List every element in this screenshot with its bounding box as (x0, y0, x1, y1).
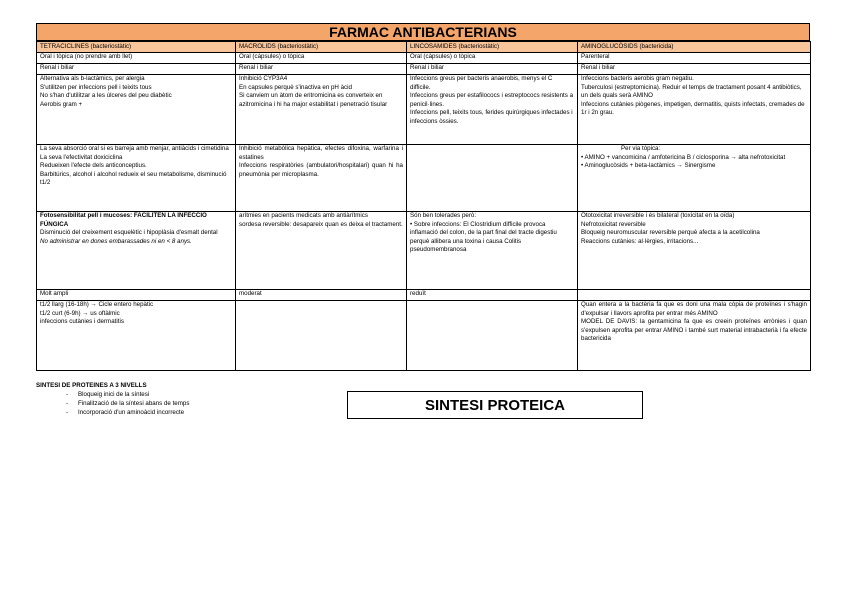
column-header: AMINOGLUCÒSIDS (bactericida) (578, 42, 811, 53)
cell-line: Infeccions greus per estafilococs i estreptococs resistents a penicil·lines. (410, 92, 574, 108)
cell-line: • AMINO + vancomicina / amfotericina B / ciclosporina → alta nefrotoxicitat (581, 153, 786, 161)
cell-line: reduït (410, 290, 426, 297)
cell-line: MODEL DE DAVIS: la gentamicina fa que es creein proteïnes errònies i quan s'expulsen aprofita per entrar AMINO i també surt material intrabacterià i fa efecte bactericida (581, 318, 807, 343)
cell-line: Ototoxicitat irreversible i és bilateral (toxicitat en la oïda) (581, 212, 735, 219)
cell-line: Renal i biliar (40, 64, 75, 71)
cell-line: Inhibició metabòlica hepàtica, efectes difoxina, warfarina i estatines (239, 145, 403, 161)
table-cell (236, 75, 407, 145)
cell-line: Disminució del creixement esquelètic i hipoplàsia d'esmalt dental (40, 229, 218, 237)
table-cell (37, 290, 236, 301)
table-row (37, 53, 811, 64)
cell-line: Inhibició CYP3A4 (239, 75, 288, 82)
table-row (37, 64, 811, 75)
table-cell (407, 75, 578, 145)
table-cell (407, 64, 578, 75)
column-header: LINCOSAMIDES (bacteriostàtic) (407, 42, 578, 53)
antibacterial-table (36, 41, 811, 371)
cell-line: • Aminoglucòsids + beta-lactàmics → Sinergisme (581, 162, 716, 170)
table-cell (407, 145, 578, 212)
table-cell (407, 212, 578, 290)
cell-line: En capsules perquè s'inactiva en pH àcid (239, 83, 352, 91)
cell-line: No s'han d'utilitzar a les úlceres del peu diabètic (40, 92, 172, 100)
cell-line: Oral (càpsules) o tòpica (239, 53, 305, 60)
table-cell (578, 75, 811, 145)
notes-heading: SINTESI DE PROTEINES A 3 NIVELLS (36, 382, 147, 389)
table-cell (37, 212, 236, 290)
table-cell (37, 75, 236, 145)
table-cell (578, 145, 811, 212)
cell-line: Oral (càpsules) o tòpica (410, 53, 476, 60)
table-cell (407, 290, 578, 301)
cell-line: Renal i biliar (239, 64, 274, 71)
cell-line: t1/2 llarg (16-18h) → Cicle entero hepàtic (40, 301, 154, 308)
cell-line: • Sobre infeccions: El Clostridium difficile provoca inflamació del colon, de la part final del tracte digestiu perquè allibera una toxina i causa Colitis pseudomembranosa (410, 220, 557, 254)
table-row (37, 212, 811, 290)
cell-line: Infeccions pell, teixits tous, ferides quirúrgiques infectades i infeccions òssies. (410, 109, 573, 125)
table-cell (236, 301, 407, 371)
cell-line: Renal i biliar (410, 64, 445, 71)
list-item: - Incorporació d'un aminoàcid incorrecte (66, 408, 189, 417)
list-item: - Bloqueig inici de la síntesi (66, 390, 189, 399)
cell-line: Tuberculosi (estreptomicina). Reduir el temps de tractament posant 4 antibiòtics, un dels quals serà AMINO (581, 83, 802, 100)
list-item: - Finalització de la síntesi abans de temps (66, 399, 189, 408)
table-cell (407, 53, 578, 64)
cell-line: Aerobis gram + (40, 100, 83, 108)
column-header: TETRACICLINES (bacteriostàtic) (37, 42, 236, 53)
cell-line: Infeccions cutànies piògenes, impetigen, dermatitis, quists infectats, cremades de 1r i 2n grau. (581, 100, 805, 117)
document-title: FARMAC ANTIBACTERIANS (36, 23, 810, 41)
cell-line: Renal i biliar (581, 64, 616, 71)
table-row (37, 301, 811, 371)
table-cell (236, 53, 407, 64)
table-cell (236, 290, 407, 301)
cell-line: infeccions cutànies i dermatitis (40, 318, 124, 326)
cell-line: Infeccions respiratòries (ambulatori/hospitalari) quan hi ha pneumònia per microplasma. (239, 162, 403, 178)
table-cell (578, 290, 811, 301)
table-cell (37, 53, 236, 64)
cell-line: Infeccions bacteris aerobis gram negatiu. (581, 75, 694, 82)
cell-line: La seva l'efectivitat doxiciclina (40, 153, 123, 161)
cell-line: Quan entera a la bactèria fa que es doni una mala còpia de proteïnes i s'hagin d'expulsar i llavors aprofita per entrar més AMINO (581, 301, 807, 317)
notes-list (36, 390, 189, 417)
table-cell (37, 145, 236, 212)
cell-line: No administrar en dones embarassades ni en < 8 anys. (40, 237, 192, 245)
table-cell (37, 64, 236, 75)
cell-line: sordesa reversible: desapareix quan es deixa el tractament. (239, 220, 403, 228)
cell-line: Molt ampli (40, 290, 69, 297)
table-cell (236, 145, 407, 212)
table-cell (578, 53, 811, 64)
table-cell (578, 301, 811, 371)
table-row (37, 290, 811, 301)
cell-line: Parenteral (581, 53, 610, 60)
cell-line: Alternativa als b-lactàmics, per alergia (40, 75, 145, 82)
cell-line: arítmies en pacients medicats amb antiàrítmics (239, 212, 368, 219)
table-cell (236, 64, 407, 75)
cell-line: Són ben tolerades però: (410, 212, 477, 219)
cell-line: Barbitúrics, alcohol i alcohol redueix el seu metabolisme, disminució t1/2 (40, 170, 227, 187)
cell-line: moderat (239, 290, 262, 297)
cell-line: t1/2 curt (6-9h) → us oftàlmic (40, 309, 120, 317)
cell-line: S'utilitzen per infeccions pell i teixits tous (40, 83, 152, 91)
table-header-row (37, 42, 811, 53)
cell-line: Si canviem un àtom de eritromicina es converteix en azitromicina i hi ha major estabilitat i penetració tisular (239, 92, 388, 108)
table-cell (37, 301, 236, 371)
table-cell (236, 212, 407, 290)
cell-line: La seva absorció oral si es barreja amb menjar, antiàcids i cimetidina (40, 145, 229, 152)
cell-line: Infeccions greus per bacteris anaerobis, menys el C difficile. (410, 75, 553, 91)
protein-synthesis-box: SINTESI PROTEICA (347, 391, 643, 419)
cell-line: Redueixen l'efecte dels anticonceptius. (40, 162, 147, 170)
cell-line: Per via tòpica: (621, 145, 661, 152)
protein-synthesis-notes (36, 381, 189, 417)
table-row (37, 145, 811, 212)
table-cell (578, 212, 811, 290)
cell-line: Nefrotoxicitat reversible (581, 220, 646, 228)
cell-line: Bloqueig neuromuscular reversible perquè afecta a la acetilcolina (581, 229, 760, 237)
table-row (37, 75, 811, 145)
table-cell (407, 301, 578, 371)
cell-line: Oral i tòpica (no prendre amb llet) (40, 53, 133, 60)
cell-line: Reaccions cutànies: al·lèrgies, irritacions... (581, 237, 699, 245)
column-header: MACROLIDS (bacteriostàtic) (236, 42, 407, 53)
cell-line: Fotosensibilitat pell i mucoses: FACILITEN LA INFECCIÓ FÚNGICA (40, 212, 207, 228)
table-cell (578, 64, 811, 75)
